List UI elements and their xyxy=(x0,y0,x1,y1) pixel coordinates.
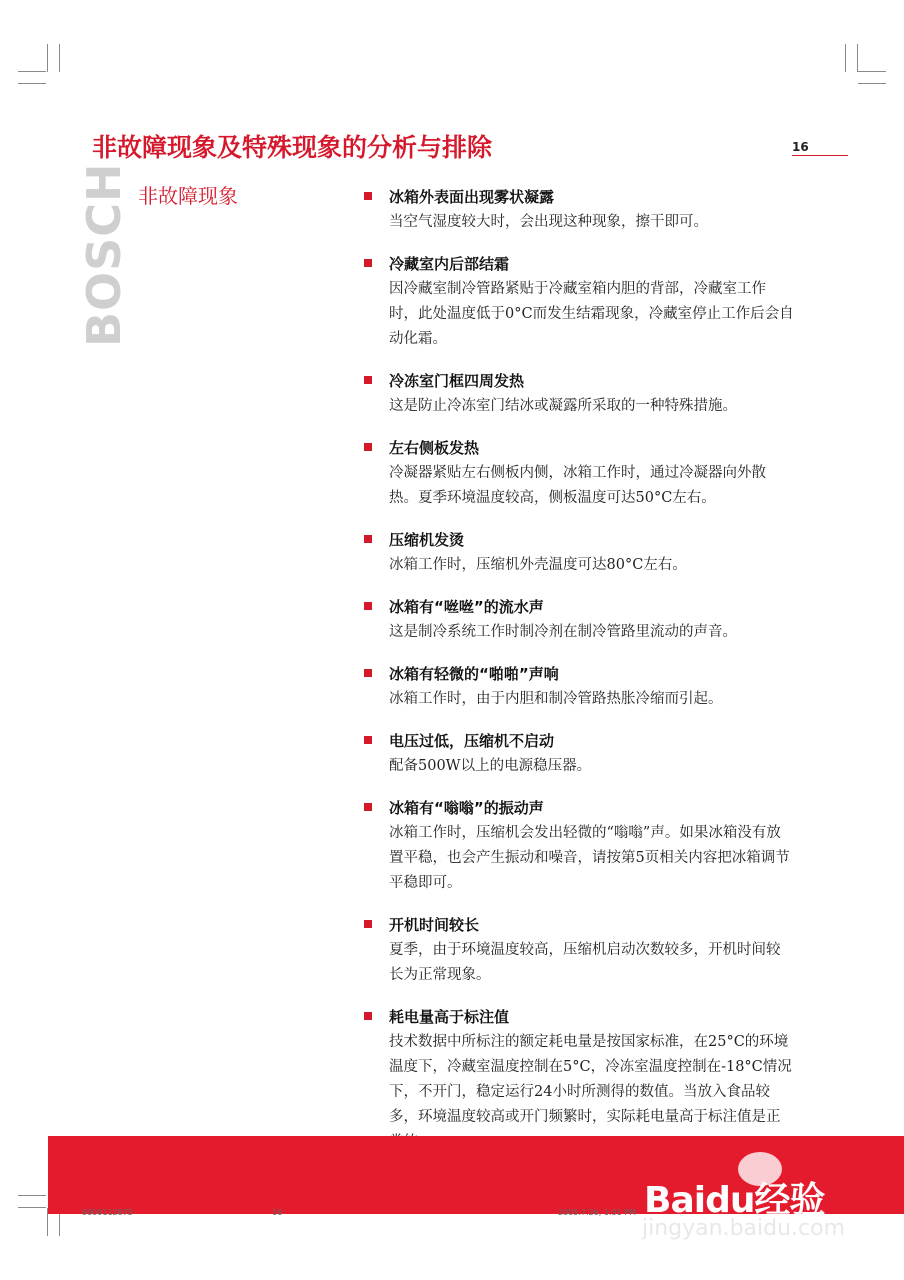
list-item xyxy=(364,596,794,645)
item-body: 夏季，由于环境温度较高，压缩机启动次数较多，开机时间较长为正常现象。 xyxy=(389,942,781,983)
list-item xyxy=(364,370,794,419)
item-title: 冷藏室内后部结霜 xyxy=(389,254,510,273)
item-body: 冰箱工作时，由于内胆和制冷管路热胀冷缩而引起。 xyxy=(389,691,723,707)
square-bullet-icon xyxy=(364,669,372,677)
section-heading: 非故障现象 xyxy=(138,184,238,208)
item-title: 压缩机发烫 xyxy=(389,530,465,549)
crop-mark xyxy=(18,71,46,72)
item-body: 当空气湿度较大时，会出现这种现象，擦干即可。 xyxy=(389,214,708,230)
list-item xyxy=(364,663,794,712)
crop-mark xyxy=(858,83,886,84)
item-body: 冰箱工作时，压缩机会发出轻微的“嗡嗡”声。如果冰箱没有放置平稳，也会产生振动和噪音，请按第5页相关内容把冰箱调节平稳即可。 xyxy=(389,825,790,891)
square-bullet-icon xyxy=(364,443,372,451)
baidu-watermark xyxy=(640,1160,880,1260)
watermark-site: jingyan.baidu.com xyxy=(642,1216,846,1241)
square-bullet-icon xyxy=(364,1012,372,1020)
item-title: 电压过低，压缩机不启动 xyxy=(389,731,555,750)
footer-doc-code: 9000112875 xyxy=(82,1208,133,1217)
item-body: 这是制冷系统工作时制冷剂在制冷管路里流动的声音。 xyxy=(389,624,737,640)
list-item xyxy=(364,1006,794,1155)
square-bullet-icon xyxy=(364,376,372,384)
square-bullet-icon xyxy=(364,535,372,543)
item-title: 冰箱外表面出现雾状凝露 xyxy=(389,187,555,206)
crop-mark xyxy=(18,1207,46,1208)
item-title: 冰箱有“咝咝”的流水声 xyxy=(389,597,544,616)
page-number: 16 xyxy=(792,140,848,156)
square-bullet-icon xyxy=(364,602,372,610)
page-title: 非故障现象及特殊现象的分析与排除 xyxy=(92,133,493,162)
crop-mark xyxy=(857,44,858,72)
item-title: 冰箱有轻微的“啪啪”声响 xyxy=(389,664,559,683)
list-item xyxy=(364,253,794,352)
square-bullet-icon xyxy=(364,736,372,744)
list-item xyxy=(364,186,794,235)
footer-timestamp: 2005.7.26, 1:51 PM xyxy=(558,1208,637,1217)
bosch-logo: BOSCH xyxy=(77,162,131,347)
square-bullet-icon xyxy=(364,803,372,811)
crop-mark xyxy=(18,1195,46,1196)
square-bullet-icon xyxy=(364,920,372,928)
footer-page-number: 16 xyxy=(272,1208,283,1217)
item-title: 开机时间较长 xyxy=(389,915,480,934)
item-body: 技术数据中所标注的额定耗电量是按国家标准，在25°C的环境温度下，冷藏室温度控制在5°C，冷冻室温度控制在-18°C情况下，不开门，稳定运行24小时所测得的数值。当放入食品较多，环境温度较高或开门频繁时，实际耗电量高于标注值是正 xyxy=(389,1034,792,1125)
crop-mark xyxy=(858,71,886,72)
item-body: 冷凝器紧贴左右侧板内侧，冰箱工作时，通过冷凝器向外散热。夏季环境温度较高，侧板温度可达50°C左右。 xyxy=(389,465,766,506)
list-item xyxy=(364,797,794,896)
square-bullet-icon xyxy=(364,259,372,267)
list-item xyxy=(364,437,794,511)
item-body: 这是防止冷冻室门结冰或凝露所采取的一种特殊措施。 xyxy=(389,398,737,414)
square-bullet-icon xyxy=(364,192,372,200)
item-title: 冷冻室门框四周发热 xyxy=(389,371,525,390)
watermark-logo: Baidu经验 xyxy=(644,1180,825,1221)
item-title: 耗电量高于标注值 xyxy=(389,1007,510,1026)
list-item xyxy=(364,730,794,779)
crop-mark xyxy=(59,44,60,72)
list-item xyxy=(364,529,794,578)
item-list xyxy=(364,186,794,1173)
item-title: 左右侧板发热 xyxy=(389,438,480,457)
item-body: 冰箱工作时，压缩机外壳温度可达80°C左右。 xyxy=(389,557,687,573)
item-title: 冰箱有“嗡嗡”的振动声 xyxy=(389,798,544,817)
list-item xyxy=(364,914,794,988)
crop-mark xyxy=(845,44,846,72)
crop-mark xyxy=(47,44,48,72)
crop-mark xyxy=(18,83,46,84)
item-body: 因冷藏室制冷管路紧贴于冷藏室箱内胆的背部，冷藏室工作时，此处温度低于0°C而发生结霜现象，冷藏室停止工作后会自动化霜。 xyxy=(389,281,794,347)
item-body: 配备500W以上的电源稳压器。 xyxy=(389,758,592,774)
